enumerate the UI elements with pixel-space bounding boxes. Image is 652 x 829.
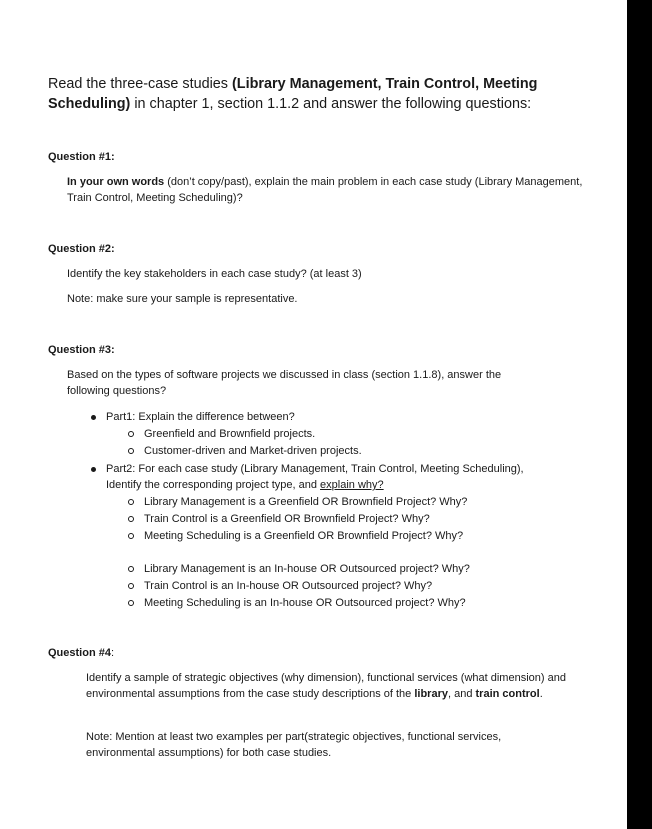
list-item-text: Train Control is a Greenfield OR Brownfield Project? Why? <box>144 513 430 525</box>
intro-paragraph <box>48 74 608 114</box>
question-1-body <box>67 174 587 206</box>
part-2-explain-why: explain why? <box>320 479 384 491</box>
part-2-lead: Part2: For each case study (Library Management, Train Control, Meeting Scheduling), Identify the corresponding project type, and <box>106 463 524 491</box>
question-4-heading <box>48 646 114 660</box>
hollow-bullet-icon <box>128 566 134 572</box>
question-3-intro: Based on the types of software projects we discussed in class (section 1.1.8), answer the following questions? <box>67 369 502 397</box>
list-item-text: Meeting Scheduling is an In-house OR Outsourced project? Why? <box>144 597 466 609</box>
question-4-text: Identify a sample of strategic objectives (why dimension), functional services (what dimension) and environmental assumptions from the case study descriptions of the <box>86 672 566 700</box>
question-4-colon: : <box>110 647 115 659</box>
hollow-bullet-icon <box>128 533 134 539</box>
black-edge-bar <box>627 0 652 829</box>
hollow-bullet-icon <box>128 516 134 522</box>
question-4-end: . <box>539 688 543 700</box>
hollow-bullet-icon <box>128 431 134 437</box>
part-1-text: Part1: Explain the difference between? <box>106 411 295 423</box>
hollow-bullet-icon <box>128 600 134 606</box>
question-4-library: library <box>414 688 448 700</box>
question-4-paragraph <box>86 670 566 702</box>
question-2-line-1: Identify the key stakeholders in each case study? (at least 3) <box>67 268 362 280</box>
bullet-icon <box>91 415 96 420</box>
hollow-bullet-icon <box>128 448 134 454</box>
intro-tail: in chapter 1, section 1.1.2 and answer the following questions: <box>130 96 532 112</box>
bullet-icon <box>91 467 96 472</box>
question-1-lead: In your own words <box>67 176 165 188</box>
question-4-label: Question #4 <box>48 647 111 659</box>
question-3-heading: Question #3: <box>48 344 115 356</box>
list-item-text: Meeting Scheduling is a Greenfield OR Brownfield Project? Why? <box>144 530 464 542</box>
intro-lead: Read the three-case studies <box>48 76 232 92</box>
hollow-bullet-icon <box>128 583 134 589</box>
question-1-text: (don’t copy/past), explain the main problem in each case study (Library Management, Train Control, Meeting Scheduling)? <box>67 176 583 204</box>
hollow-bullet-icon <box>128 499 134 505</box>
list-item-text: Library Management is a Greenfield OR Brownfield Project? Why? <box>144 496 468 508</box>
list-item-text: Customer-driven and Market-driven projects. <box>144 445 362 457</box>
list-item-text: Train Control is an In-house OR Outsourced project? Why? <box>144 580 433 592</box>
question-2-note: Note: make sure your sample is representative. <box>67 293 298 305</box>
question-4-mid: , and <box>447 688 476 700</box>
question-4-train-control: train control <box>475 688 540 700</box>
intro-case-names: (Library Management, Train Control, Meeting Scheduling) <box>48 76 538 112</box>
list-item-text: Greenfield and Brownfield projects. <box>144 428 316 440</box>
question-1-heading: Question #1: <box>48 151 115 163</box>
question-4-note: Note: Mention at least two examples per part(strategic objectives, functional services, environmental assumptions) for both case studies. <box>86 731 502 759</box>
question-2-heading: Question #2: <box>48 243 115 255</box>
part-2-text <box>106 461 526 493</box>
list-item-text: Library Management is an In-house OR Outsourced project? Why? <box>144 563 470 575</box>
question-4-body <box>86 670 566 702</box>
